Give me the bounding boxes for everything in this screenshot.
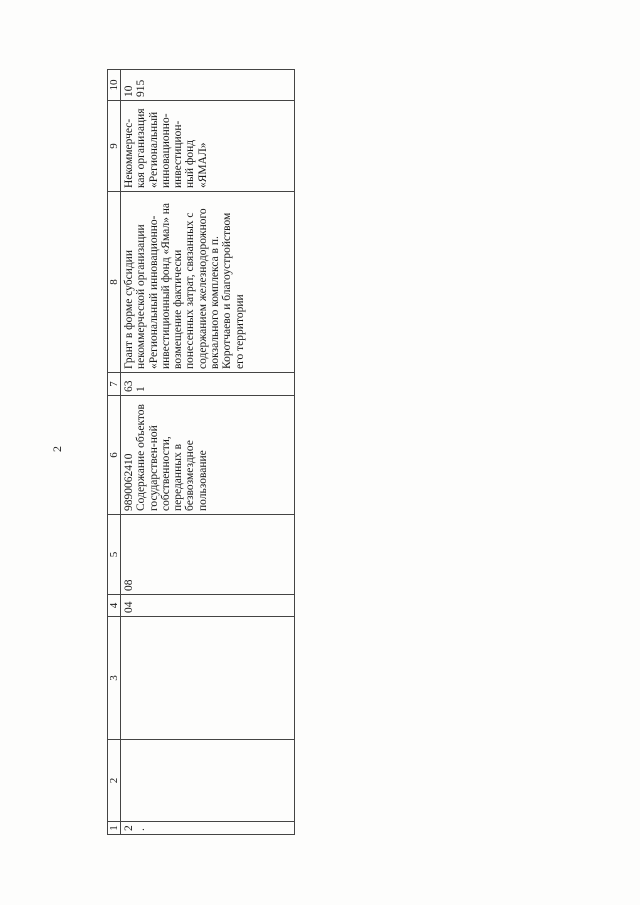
- cell-amount: 10 915: [121, 70, 295, 101]
- header-cell: 10: [108, 70, 121, 101]
- cell-section: 04: [121, 595, 295, 617]
- cell-recipient: Некоммерчес-кая организация «Региональный инновационно-инвестицион-ный фонд «ЯМАЛ»: [121, 101, 295, 192]
- header-cell: 8: [108, 192, 121, 373]
- cell-col3: [121, 617, 295, 740]
- cell-expense-type: 631: [121, 373, 295, 396]
- cell-target-article: 9890062410 Содержание объектов государствен-ной собственности, переданных в безвозмездное пользование: [121, 396, 295, 515]
- header-cell: 7: [108, 373, 121, 396]
- header-cell: 3: [108, 617, 121, 740]
- rotated-table-wrapper: [107, 70, 296, 835]
- header-cell: 6: [108, 396, 121, 515]
- header-cell: 4: [108, 595, 121, 617]
- cell-purpose: Грант в форме субсидии некоммерческой организации «Региональный инновационно-инвестиционный фонд «Ямал» на возмещение фактически понесенных затрат, связанных с содержанием железнодорожного вокзального комплекса в п. Коротчаево и благоустройством его территории: [121, 192, 295, 373]
- header-cell: 1: [108, 822, 121, 835]
- header-cell: 9: [108, 101, 121, 192]
- cell-number: 2.: [121, 822, 295, 835]
- cell-subsection: 08: [121, 515, 295, 595]
- table-row: [121, 70, 295, 835]
- cell-col2: [121, 740, 295, 822]
- header-row: [108, 70, 121, 835]
- page-number: 2: [50, 446, 64, 452]
- header-cell: 5: [108, 515, 121, 595]
- data-table: [107, 69, 295, 835]
- header-cell: 2: [108, 740, 121, 822]
